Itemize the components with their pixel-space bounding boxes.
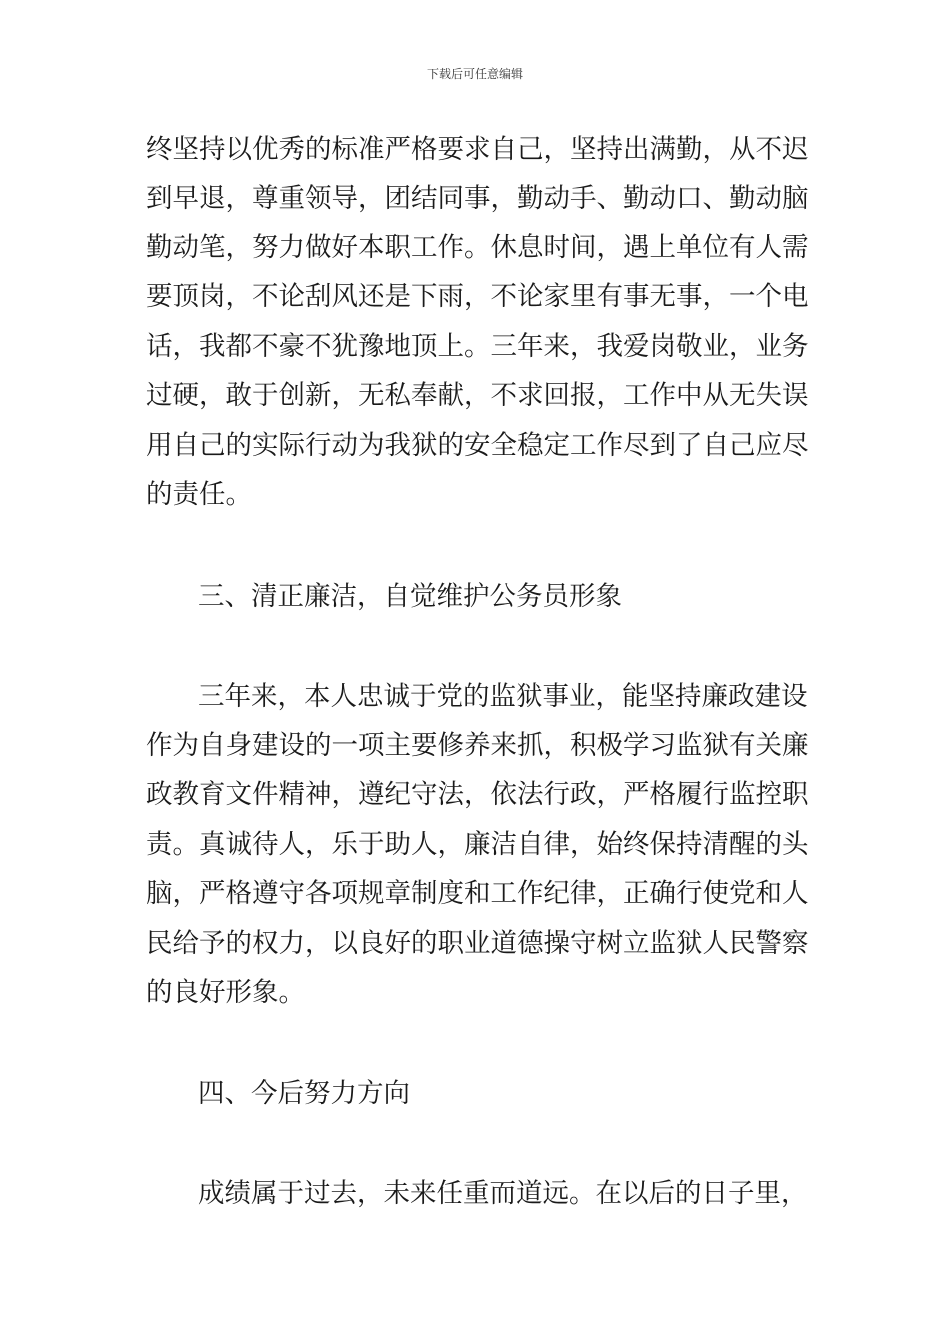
text-line: 要顶岗，不论刮风还是下雨，不论家里有事无事，一个电 (146, 281, 809, 312)
text-line: 政教育文件精神，遵纪守法，依法行政，严格履行监控职 (146, 779, 809, 810)
text-line: 到早退，尊重领导，团结同事，勤动手、勤动口、勤动脑 (146, 183, 809, 214)
page-header: 下载后可任意编辑 (426, 67, 523, 81)
section-heading-integrity: 三、清正廉洁，自觉维护公务员形象 (198, 581, 622, 612)
text-line: 成绩属于过去，未来任重而道远。在以后的日子里， (198, 1178, 808, 1209)
text-line: 作为自身建设的一项主要修养来抓，积极学习监狱有关廉 (146, 730, 809, 761)
text-line: 的责任。 (146, 479, 252, 510)
text-line: 勤动笔，努力做好本职工作。休息时间，遇上单位有人需 (146, 232, 809, 263)
section-heading-future: 四、今后努力方向 (198, 1078, 410, 1109)
text-line: 脑，严格遵守各项规章制度和工作纪律，正确行使党和人 (146, 878, 809, 909)
text-line: 过硬，敢于创新，无私奉献，不求回报，工作中从无失误 (146, 380, 809, 411)
text-line: 话，我都不豪不犹豫地顶上。三年来，我爱岗敬业，业务 (146, 331, 809, 362)
text-line: 终坚持以优秀的标准严格要求自己，坚持出满勤，从不迟 (146, 134, 809, 165)
text-line: 责。真诚待人，乐于助人，廉洁自律，始终保持清醒的头 (146, 829, 809, 860)
text-line: 用自己的实际行动为我狱的安全稳定工作尽到了自己应尽 (146, 430, 809, 461)
text-line: 的良好形象。 (146, 977, 305, 1008)
text-line: 民给予的权力，以良好的职业道德操守树立监狱人民警察 (146, 928, 809, 959)
text-line: 三年来，本人忠诚于党的监狱事业，能坚持廉政建设 (198, 681, 808, 712)
